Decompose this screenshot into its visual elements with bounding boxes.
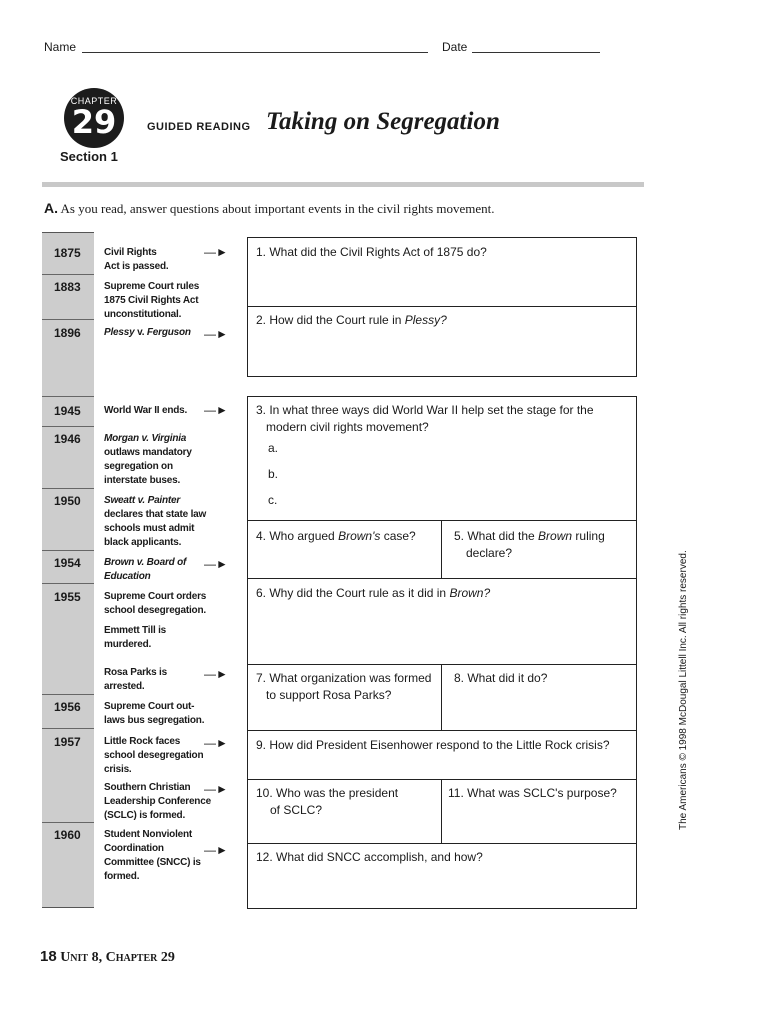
year-divider (42, 728, 94, 729)
question-7-line: to support Rosa Parks? (266, 688, 392, 702)
arrow-right-icon: —► (204, 403, 228, 417)
question-5-line: declare? (466, 546, 513, 560)
event-emmett-till (104, 624, 214, 652)
event-line: Coordination (104, 843, 164, 854)
answer-9-field[interactable] (248, 731, 636, 778)
copyright-notice: The Americans © 1998 McDougal Littell Inc. All rights reserved. (678, 550, 689, 830)
event-line: formed. (104, 871, 140, 882)
question-6-case: Brown? (449, 586, 491, 600)
arrow-right-icon: —► (204, 843, 228, 857)
page-number: 18 (40, 948, 57, 965)
event-1883-ruling (104, 280, 214, 322)
question-3c-label: c. (268, 493, 278, 507)
event-line: Student Nonviolent (104, 829, 193, 840)
question-9: 9. How did President Eisenhower respond to the Little Rock crisis? (256, 738, 610, 752)
event-line: arrested. (104, 681, 145, 692)
case-name: Sweatt (104, 495, 136, 506)
answer-10-field[interactable] (248, 780, 440, 842)
year-divider (42, 396, 94, 397)
event-line: World War II ends. (104, 405, 188, 416)
arrow-right-icon: —► (204, 245, 228, 259)
question-8: 8. What did it do? (454, 671, 548, 685)
answer-2-field[interactable] (248, 307, 636, 376)
divider (42, 182, 644, 187)
question-3a-label: a. (268, 441, 279, 455)
event-line: Civil Rights (104, 247, 157, 258)
case-name: Virginia (151, 433, 187, 444)
instruction-letter: A. (44, 200, 58, 216)
event-line: Supreme Court rules (104, 281, 200, 292)
event-line: school desegregation. (104, 605, 206, 616)
event-line: Southern Christian (104, 782, 191, 793)
case-name: Ferguson (146, 327, 191, 338)
instruction-text: As you read, answer questions about important events in the civil rights movement. (60, 201, 495, 216)
question-4-text: 4. Who argued (256, 529, 339, 543)
year-divider (42, 694, 94, 695)
event-line: black applicants. (104, 537, 182, 548)
event-line (104, 570, 214, 584)
question-10-line: of SCLC? (270, 803, 323, 817)
year-1883: 1883 (54, 280, 81, 294)
event-rosa-parks (104, 666, 214, 694)
event-bus-segregation (104, 700, 214, 728)
answer-8-field[interactable] (442, 665, 636, 729)
event-line: murdered. (104, 639, 152, 650)
instruction (44, 200, 495, 217)
event-line: Rosa Parks is (104, 667, 167, 678)
case-name: Brown (104, 557, 135, 568)
question-6-text: 6. Why did the Court rule as it did in (256, 586, 450, 600)
year-1954: 1954 (54, 556, 81, 570)
answer-12-field[interactable] (248, 844, 636, 908)
event-brown (104, 556, 214, 584)
year-1875: 1875 (54, 246, 81, 260)
year-divider (42, 583, 94, 584)
event-line: laws bus segregation. (104, 715, 205, 726)
event-line: (SCLC) is formed. (104, 810, 186, 821)
date-label: Date (442, 40, 468, 54)
question-3b-label: b. (268, 467, 279, 481)
page-title: Taking on Segregation (266, 108, 500, 135)
event-little-rock (104, 735, 214, 777)
event-sweatt (104, 494, 214, 550)
year-divider (42, 822, 94, 823)
unit-chapter: Unit 8, Chapter 29 (60, 950, 175, 965)
year-1960: 1960 (54, 828, 81, 842)
year-1956: 1956 (54, 700, 81, 714)
answer-7-field[interactable] (248, 665, 440, 729)
question-12: 12. What did SNCC accomplish, and how? (256, 850, 483, 864)
event-line: Committee (SNCC) is (104, 857, 201, 868)
event-line: Act is passed. (104, 261, 169, 272)
question-5-text: 5. What did the (454, 529, 539, 543)
question-1: 1. What did the Civil Rights Act of 1875 do? (256, 245, 487, 259)
event-line: unconstitutional. (104, 309, 182, 320)
question-3-line: 3. In what three ways did World War II help set the stage for the (256, 403, 594, 417)
event-sncc (104, 828, 214, 884)
year-1946: 1946 (54, 432, 81, 446)
guided-reading-label: GUIDED READING (147, 121, 251, 133)
year-1950: 1950 (54, 494, 81, 508)
question-7-line: 7. What organization was formed (256, 671, 432, 685)
page-footer (40, 948, 175, 966)
question-4-case: Brown's (338, 529, 381, 543)
year-1957: 1957 (54, 735, 81, 749)
event-line (104, 494, 214, 508)
name-label: Name (44, 40, 77, 54)
event-line: declares that state law (104, 509, 207, 520)
event-line: Leadership Conference (104, 796, 211, 807)
case-name: Plessy (104, 327, 135, 338)
question-5-text: ruling (572, 529, 605, 543)
question-4-text: case? (380, 529, 416, 543)
event-line: 1875 Civil Rights Act (104, 295, 199, 306)
case-v: v. (134, 557, 147, 568)
section-label: Section 1 (60, 149, 118, 164)
case-v: v. (134, 327, 147, 338)
event-line: crisis. (104, 764, 132, 775)
year-divider (42, 426, 94, 427)
question-11: 11. What was SCLC's purpose? (448, 786, 617, 800)
event-line: outlaws mandatory (104, 447, 192, 458)
event-plessy (104, 326, 214, 340)
event-line (104, 432, 214, 446)
question-3-line: modern civil rights movement? (266, 420, 429, 434)
year-divider (42, 319, 94, 320)
name-field[interactable] (82, 52, 428, 53)
arrow-right-icon: —► (204, 736, 228, 750)
answer-6-field[interactable] (248, 579, 636, 663)
event-wwii-ends (104, 404, 214, 418)
event-line: schools must admit (104, 523, 195, 534)
date-field[interactable] (472, 52, 600, 53)
event-school-desegregation (104, 590, 214, 618)
question-5-case: Brown (538, 529, 573, 543)
event-line (104, 556, 214, 570)
event-line: Emmett Till is (104, 625, 167, 636)
chapter-word: CHAPTER (70, 96, 118, 106)
event-line: Supreme Court orders (104, 591, 207, 602)
year-1945: 1945 (54, 404, 81, 418)
event-line: Little Rock faces (104, 736, 181, 747)
year-1896: 1896 (54, 326, 81, 340)
year-divider (42, 274, 94, 275)
arrow-right-icon: —► (204, 667, 228, 681)
arrow-right-icon: —► (204, 327, 228, 341)
question-3 (256, 402, 594, 436)
answer-4-field[interactable] (248, 521, 440, 577)
case-name: Board of (146, 557, 187, 568)
question-2-text: 2. How did the Court rule in (256, 313, 405, 327)
case-name: Morgan (104, 433, 139, 444)
case-v: v. (135, 495, 148, 506)
chapter-number: 29 (71, 103, 117, 141)
answer-11-field[interactable] (442, 780, 636, 842)
event-line: segregation on (104, 461, 173, 472)
arrow-right-icon: —► (204, 557, 228, 571)
answer-1-field[interactable] (248, 238, 636, 305)
chapter-badge (64, 88, 124, 148)
answer-5-field[interactable] (442, 521, 636, 577)
year-divider (42, 488, 94, 489)
case-name: Painter (147, 495, 181, 506)
event-sclc (104, 781, 214, 823)
question-2-case: Plessy? (404, 313, 447, 327)
case-name: Education (104, 571, 151, 582)
answer-3-field[interactable] (282, 438, 632, 518)
year-1955: 1955 (54, 590, 81, 604)
year-divider (42, 550, 94, 551)
event-line: Supreme Court out- (104, 701, 195, 712)
arrow-right-icon: —► (204, 782, 228, 796)
event-civil-rights-act (104, 246, 214, 274)
event-line: interstate buses. (104, 475, 181, 486)
case-v: v. (138, 433, 152, 444)
event-morgan (104, 432, 214, 488)
event-line: school desegregation (104, 750, 204, 761)
question-10-line: 10. Who was the president (256, 786, 399, 800)
